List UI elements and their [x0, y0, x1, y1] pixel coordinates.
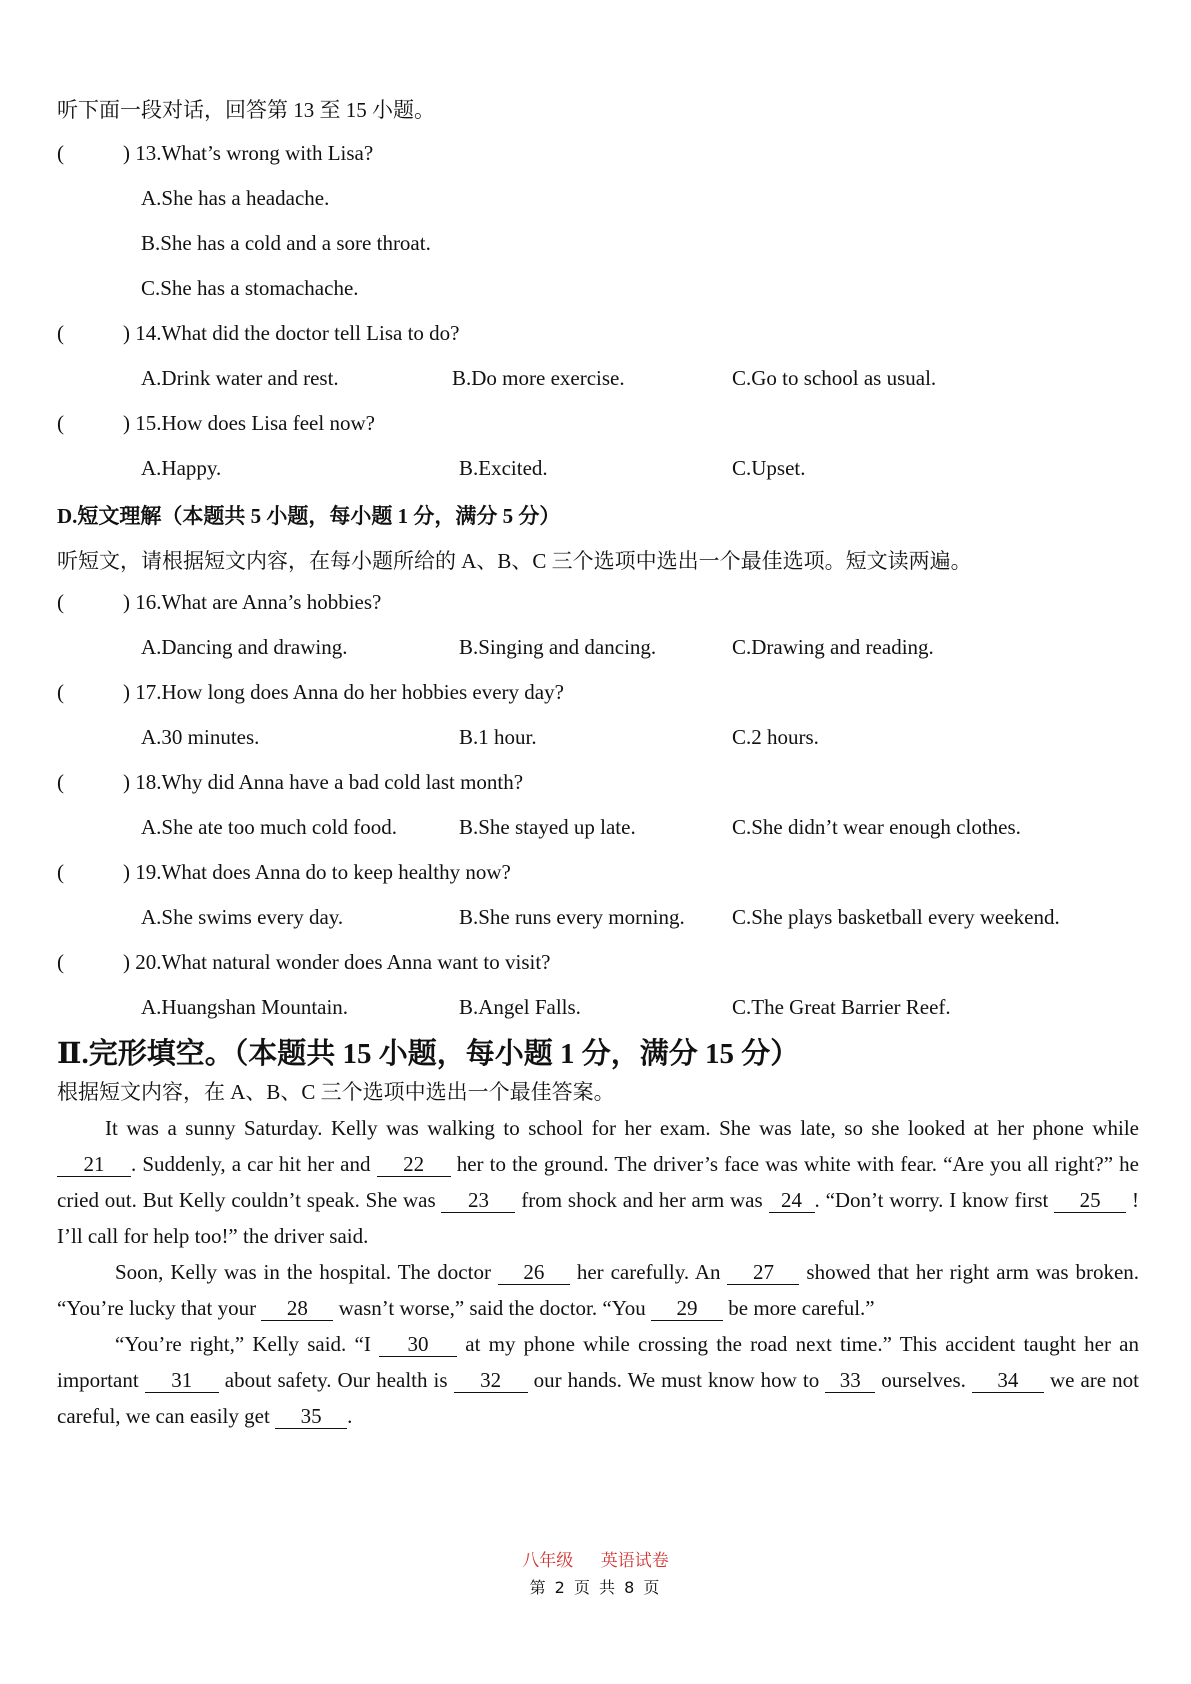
blank-22: 22 — [377, 1152, 451, 1177]
passage-text: we are not careful, we can easily get — [57, 1368, 1139, 1428]
blank-35: 35 — [275, 1404, 347, 1429]
option-14c: C.Go to school as usual. — [732, 366, 937, 390]
question-18 — [57, 770, 523, 795]
passage-text: her to the ground. The driver’s face was white with fear. “Are you all right?” he cried out. But Kelly couldn’t speak. She was — [57, 1152, 1139, 1212]
question-text: ) 16.What are Anna’s hobbies? — [123, 590, 382, 614]
passage-text: about safety. Our health is — [218, 1368, 454, 1392]
option-20a: A.Huangshan Mountain. — [141, 995, 349, 1019]
blank-30: 30 — [379, 1332, 457, 1357]
answer-paren: ( — [57, 141, 64, 165]
passage-text: at my phone while crossing the road next time.” This accident taught her an important — [57, 1332, 1139, 1392]
question-20 — [57, 950, 550, 975]
section-ii-heading: Ⅱ.完形填空。（本题共 15 小题，每小题 1 分，满分 15 分） — [57, 1038, 800, 1070]
question-text: ) 17.How long does Anna do her hobbies every day? — [123, 680, 564, 704]
section-d-heading: D.短文理解（本题共 5 小题，每小题 1 分，满分 5 分） — [57, 504, 561, 528]
cloze-paragraph-1 — [57, 1110, 1139, 1254]
question-13 — [57, 141, 373, 166]
passage-text: . “Don’t worry. I know first — [814, 1188, 1055, 1212]
blank-23: 23 — [441, 1188, 515, 1213]
blank-25: 25 — [1054, 1188, 1126, 1213]
question-17 — [57, 680, 564, 705]
option-13a: A.She has a headache. — [141, 186, 330, 210]
passage-text: It was a sunny Saturday. Kelly was walking to school for her exam. She was late, so she looked at her phone while — [105, 1116, 1139, 1140]
blank-28: 28 — [261, 1296, 333, 1321]
blank-33: 33 — [825, 1368, 875, 1393]
option-15c: C.Upset. — [732, 456, 806, 480]
question-text: ) 14.What did the doctor tell Lisa to do? — [123, 321, 460, 345]
option-16c: C.Drawing and reading. — [732, 635, 934, 659]
option-19b: B.She runs every morning. — [459, 905, 685, 929]
option-18b: B.She stayed up late. — [459, 815, 636, 839]
passage-text: showed that her right arm was broken. “You’re lucky that your — [57, 1260, 1140, 1320]
question-16 — [57, 590, 381, 615]
option-15a: A.Happy. — [141, 456, 222, 480]
blank-26: 26 — [498, 1260, 570, 1285]
answer-paren: ( — [57, 950, 64, 974]
option-16a: A.Dancing and drawing. — [141, 635, 348, 659]
section-ii-instruction: 根据短文内容，在 A、B、C 三个选项中选出一个最佳答案。 — [57, 1080, 615, 1104]
answer-paren: ( — [57, 680, 64, 704]
footer-page-number: 第 2 页 共 8 页 — [529, 1578, 662, 1597]
question-15 — [57, 411, 375, 436]
blank-29: 29 — [651, 1296, 723, 1321]
question-text: ) 13.What’s wrong with Lisa? — [123, 141, 374, 165]
footer-subject — [0, 1546, 1191, 1571]
option-14a: A.Drink water and rest. — [141, 366, 339, 390]
option-13b: B.She has a cold and a sore throat. — [141, 231, 431, 255]
section-d-instruction: 听短文，请根据短文内容，在每小题所给的 A、B、C 三个选项中选出一个最佳选项。短文读两遍。 — [57, 549, 972, 573]
cloze-paragraph-2 — [57, 1254, 1139, 1326]
question-text: ) 19.What does Anna do to keep healthy now? — [123, 860, 511, 884]
passage-text: . Suddenly, a car hit her and — [131, 1152, 377, 1176]
question-text: ) 18.Why did Anna have a bad cold last month? — [123, 770, 524, 794]
footer-subject-name: 英语试卷 — [600, 1551, 669, 1571]
blank-27: 27 — [727, 1260, 799, 1285]
option-13c: C.She has a stomachache. — [141, 276, 359, 300]
option-17b: B.1 hour. — [459, 725, 537, 749]
question-14 — [57, 321, 460, 346]
passage-text: ! I’ll call for help too!” the driver said. — [57, 1188, 1139, 1248]
answer-paren: ( — [57, 411, 64, 435]
passage-text: “You’re right,” Kelly said. “I — [115, 1332, 380, 1356]
option-17a: A.30 minutes. — [141, 725, 260, 749]
answer-paren: ( — [57, 590, 64, 614]
option-19a: A.She swims every day. — [141, 905, 344, 929]
option-18a: A.She ate too much cold food. — [141, 815, 398, 839]
option-18c: C.She didn’t wear enough clothes. — [732, 815, 1021, 839]
option-14b: B.Do more exercise. — [452, 366, 625, 390]
blank-34: 34 — [972, 1368, 1044, 1393]
answer-paren: ( — [57, 321, 64, 345]
option-17c: C.2 hours. — [732, 725, 819, 749]
passage-text: ourselves. — [875, 1368, 972, 1392]
option-15b: B.Excited. — [459, 456, 548, 480]
option-19c: C.She plays basketball every weekend. — [732, 905, 1060, 929]
question-text: ) 20.What natural wonder does Anna want to visit? — [123, 950, 551, 974]
footer-grade: 八年级 — [522, 1551, 574, 1571]
answer-paren: ( — [57, 860, 64, 884]
blank-32: 32 — [454, 1368, 528, 1393]
blank-24: 24 — [769, 1188, 815, 1213]
instruction-13-15: 听下面一段对话，回答第 13 至 15 小题。 — [57, 98, 435, 122]
question-19 — [57, 860, 511, 885]
blank-21: 21 — [57, 1152, 131, 1177]
option-16b: B.Singing and dancing. — [459, 635, 657, 659]
question-text: ) 15.How does Lisa feel now? — [123, 411, 375, 435]
passage-text: . — [347, 1404, 353, 1428]
passage-text: her carefully. An — [569, 1260, 728, 1284]
passage-text: Soon, Kelly was in the hospital. The doctor — [115, 1260, 498, 1284]
option-20c: C.The Great Barrier Reef. — [732, 995, 951, 1019]
answer-paren: ( — [57, 770, 64, 794]
passage-text: our hands. We must know how to — [527, 1368, 826, 1392]
option-20b: B.Angel Falls. — [459, 995, 581, 1019]
passage-text: wasn’t worse,” said the doctor. “You — [333, 1296, 652, 1320]
cloze-passage — [57, 1110, 1139, 1434]
cloze-paragraph-3 — [57, 1326, 1139, 1434]
passage-text: from shock and her arm was — [515, 1188, 769, 1212]
blank-31: 31 — [145, 1368, 219, 1393]
passage-text: be more careful.” — [723, 1296, 875, 1320]
